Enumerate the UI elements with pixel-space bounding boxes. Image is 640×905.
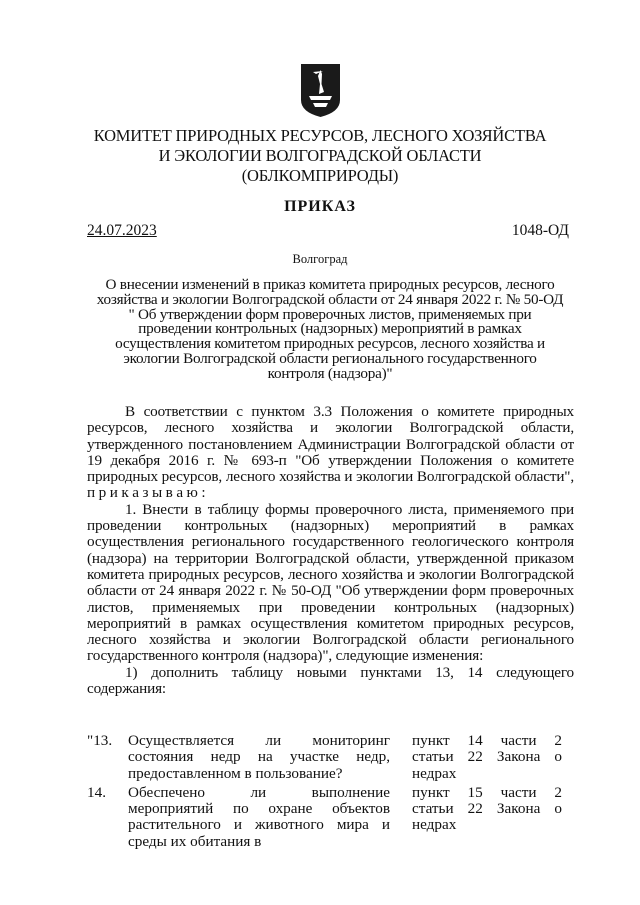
table-row (87, 785, 574, 850)
row-reference: пункт 14 части 2 статьи 22 Закона о недрах (412, 732, 562, 782)
org-line-1: КОМИТЕТ ПРИРОДНЫХ РЕСУРСОВ, ЛЕСНОГО ХОЗЯЙСТВА (93, 126, 547, 145)
order-number: 1048-ОД (511, 222, 569, 239)
row-reference: пункт 15 части 2 статьи 22 Закона о недрах (412, 783, 562, 834)
paragraph-subitem-1: 1) дополнить таблицу новыми пунктами 13, 14 следующего содержания: (87, 663, 574, 698)
order-city: Волгоград (292, 252, 348, 266)
order-subject: О внесении изменений в приказ комитета природных ресурсов, лесного хозяйства и экологии Волгоградской области от 24 января 2022 г. № 50-ОД " Об утверждении форм проверочных листов, применяемых при проведении контрольных (надзорных) мероприятий в рамках осуществления комитетом природных ресурсов, лесного хозяйства и экологии Волгоградской области регионального государственного контроля (надзора)" (96, 276, 564, 382)
order-title: ПРИКАЗ (284, 198, 356, 215)
volgograd-coat-of-arms-icon (299, 62, 342, 119)
amendment-table (87, 733, 574, 853)
organization-name (0, 126, 640, 186)
row-number: 14. (87, 783, 106, 801)
row-question: Обеспечено ли выполнение мероприятий по охране объектов растительного и животного мира и среды их обитания в (128, 783, 390, 850)
order-date: 24.07.2023 (87, 222, 157, 239)
row-question: Осуществляется ли мониторинг состояния недр на участке недр, предоставленном в пользование? (128, 732, 390, 782)
paragraph-item-1: 1. Внести в таблицу формы проверочного листа, применяемого при проведении контрольных (надзорных) мероприятий в рамках осуществления регионального государственного геологического контроля (надзора) на территории Волгоградской области, утвержденной приказом комитета природных ресурсов, лесного хозяйства и экологии Волгоградской области от 24 января 2022 г. № 50-ОД "Об утверждении форм проверочных листов, применяемых при проведении контрольных (надзорных) мероприятий в рамках осуществления комитетом природных ресурсов, лесного хозяйства и экологии Волгоградской области регионального государственного контроля (надзора)", следующие изменения: (87, 500, 574, 665)
org-line-3: (ОБЛКОМПРИРОДЫ) (241, 166, 399, 185)
org-line-2: И ЭКОЛОГИИ ВОЛГОГРАДСКОЙ ОБЛАСТИ (158, 146, 482, 165)
paragraph-preamble: В соответствии с пунктом 3.3 Положения о комитете природных ресурсов, лесного хозяйства и экологии Волгоградской области, утвержденного постановлением Администрации Волгоградской области от 19 декабря 2016 г. № 693-п "Об утверждении Положения о комитете природных ресурсов, лесного хозяйства и экологии Волгоградской области", п р и к а з ы в а ю : (87, 403, 574, 502)
table-row (87, 733, 574, 782)
row-number: "13. (87, 732, 113, 749)
order-body (87, 404, 574, 697)
